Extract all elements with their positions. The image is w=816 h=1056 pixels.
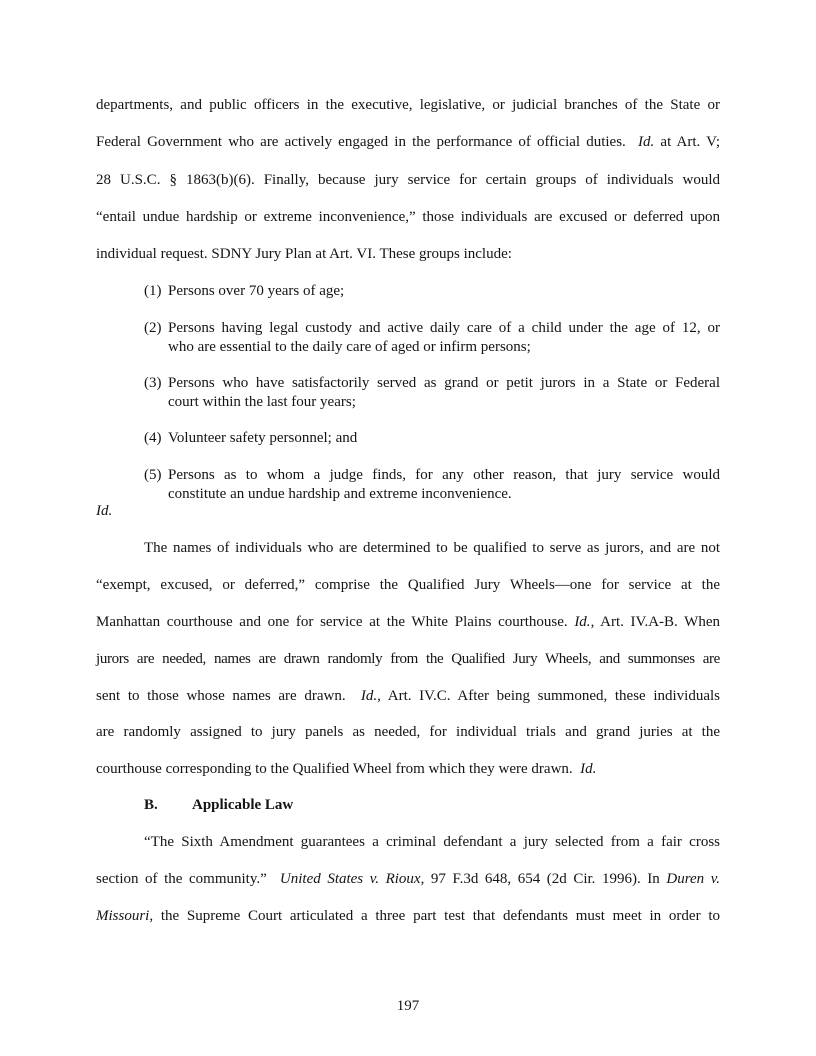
- list-text: Volunteer safety personnel; and: [168, 430, 358, 446]
- text: section of the community.”: [96, 871, 267, 887]
- list-text-continued: constitute an undue hardship and extreme inconvenience.: [168, 485, 512, 502]
- case-name: United States v. Rioux: [279, 871, 421, 887]
- citation: Id.: [96, 503, 113, 519]
- paragraph-3-line-2: [96, 870, 720, 888]
- text: Manhattan courthouse and one for service at the White Plains courthouse.: [96, 614, 568, 630]
- paragraph-2-line-6: are randomly assigned to jury panels as needed, for individual trials and grand juries at the: [96, 724, 720, 740]
- paragraph-1-line-5: individual request. SDNY Jury Plan at Art. VI. These groups include:: [96, 246, 512, 262]
- text: sent to those whose names are drawn.: [96, 688, 346, 704]
- list-text: Persons who have satisfactorily served as grand or petit jurors in a State or Federal: [168, 375, 720, 391]
- text: , the Supreme Court articulated a three part test that defendants must meet in order to: [149, 908, 720, 924]
- citation: Id.: [638, 134, 655, 150]
- paragraph-2-line-3: [96, 613, 720, 631]
- case-name: Missouri: [96, 908, 150, 924]
- paragraph-3-line-3: [96, 907, 720, 925]
- page-number: 197: [396, 998, 420, 1014]
- list-item: [144, 466, 720, 503]
- list-number: (3): [144, 375, 162, 391]
- text: , Art. IV.A-B. When: [590, 614, 720, 630]
- list-text: Persons having legal custody and active daily care of a child under the age of 12, or: [168, 320, 720, 336]
- paragraph-2-line-4: jurors are needed, names are drawn randomly from the Qualified Jury Wheels, and summonses are: [96, 651, 720, 667]
- text: at Art. V;: [660, 134, 721, 150]
- list-number: (5): [144, 467, 162, 483]
- paragraph-3-line-1: “The Sixth Amendment guarantees a criminal defendant a jury selected from a fair cross: [144, 834, 720, 850]
- list-number: (1): [144, 283, 162, 299]
- citation: Id.: [580, 761, 597, 777]
- paragraph-2-line-2: “exempt, excused, or deferred,” comprise the Qualified Jury Wheels—one for service at the: [96, 577, 720, 593]
- citation: Id.: [574, 614, 591, 630]
- paragraph-2-line-5: [96, 687, 720, 705]
- list-citation: [96, 502, 720, 520]
- list-item: [144, 429, 720, 448]
- list-text: Persons over 70 years of age;: [168, 283, 345, 299]
- citation: Id.: [360, 688, 378, 704]
- text: Federal Government who are actively engaged in the performance of official duties.: [96, 134, 626, 150]
- text: courthouse corresponding to the Qualified Wheel from which they were drawn.: [96, 761, 573, 777]
- paragraph-2-line-7: [96, 760, 720, 778]
- text: , 97 F.3d 648, 654 (2d Cir. 1996). In: [420, 871, 660, 887]
- paragraph-2-line-1: The names of individuals who are determined to be qualified to serve as jurors, and are not: [144, 540, 720, 556]
- paragraph-1-line-4: “entail undue hardship or extreme inconvenience,” those individuals are excused or deferred upon: [96, 209, 720, 225]
- list-text-continued: court within the last four years;: [168, 393, 356, 410]
- paragraph-1-line-2: [96, 133, 720, 151]
- list-number: (4): [144, 430, 162, 446]
- section-heading: [144, 796, 293, 814]
- list-item: [144, 282, 720, 301]
- case-name: Duren v.: [666, 871, 721, 887]
- list-number: (2): [144, 320, 162, 336]
- paragraph-1-line-3: 28 U.S.C. § 1863(b)(6). Finally, because jury service for certain groups of individuals would: [96, 172, 720, 188]
- text: , Art. IV.C. After being summoned, these individuals: [377, 688, 721, 704]
- section-title: Applicable Law: [192, 797, 294, 813]
- list-text-continued: who are essential to the daily care of aged or infirm persons;: [168, 338, 531, 355]
- list-item: [144, 374, 720, 411]
- list-item: [144, 319, 720, 356]
- list-text: Persons as to whom a judge finds, for any other reason, that jury service would: [168, 467, 720, 483]
- section-letter: B.: [144, 797, 158, 813]
- paragraph-1-line-1: departments, and public officers in the executive, legislative, or judicial branches of the State or: [96, 97, 720, 113]
